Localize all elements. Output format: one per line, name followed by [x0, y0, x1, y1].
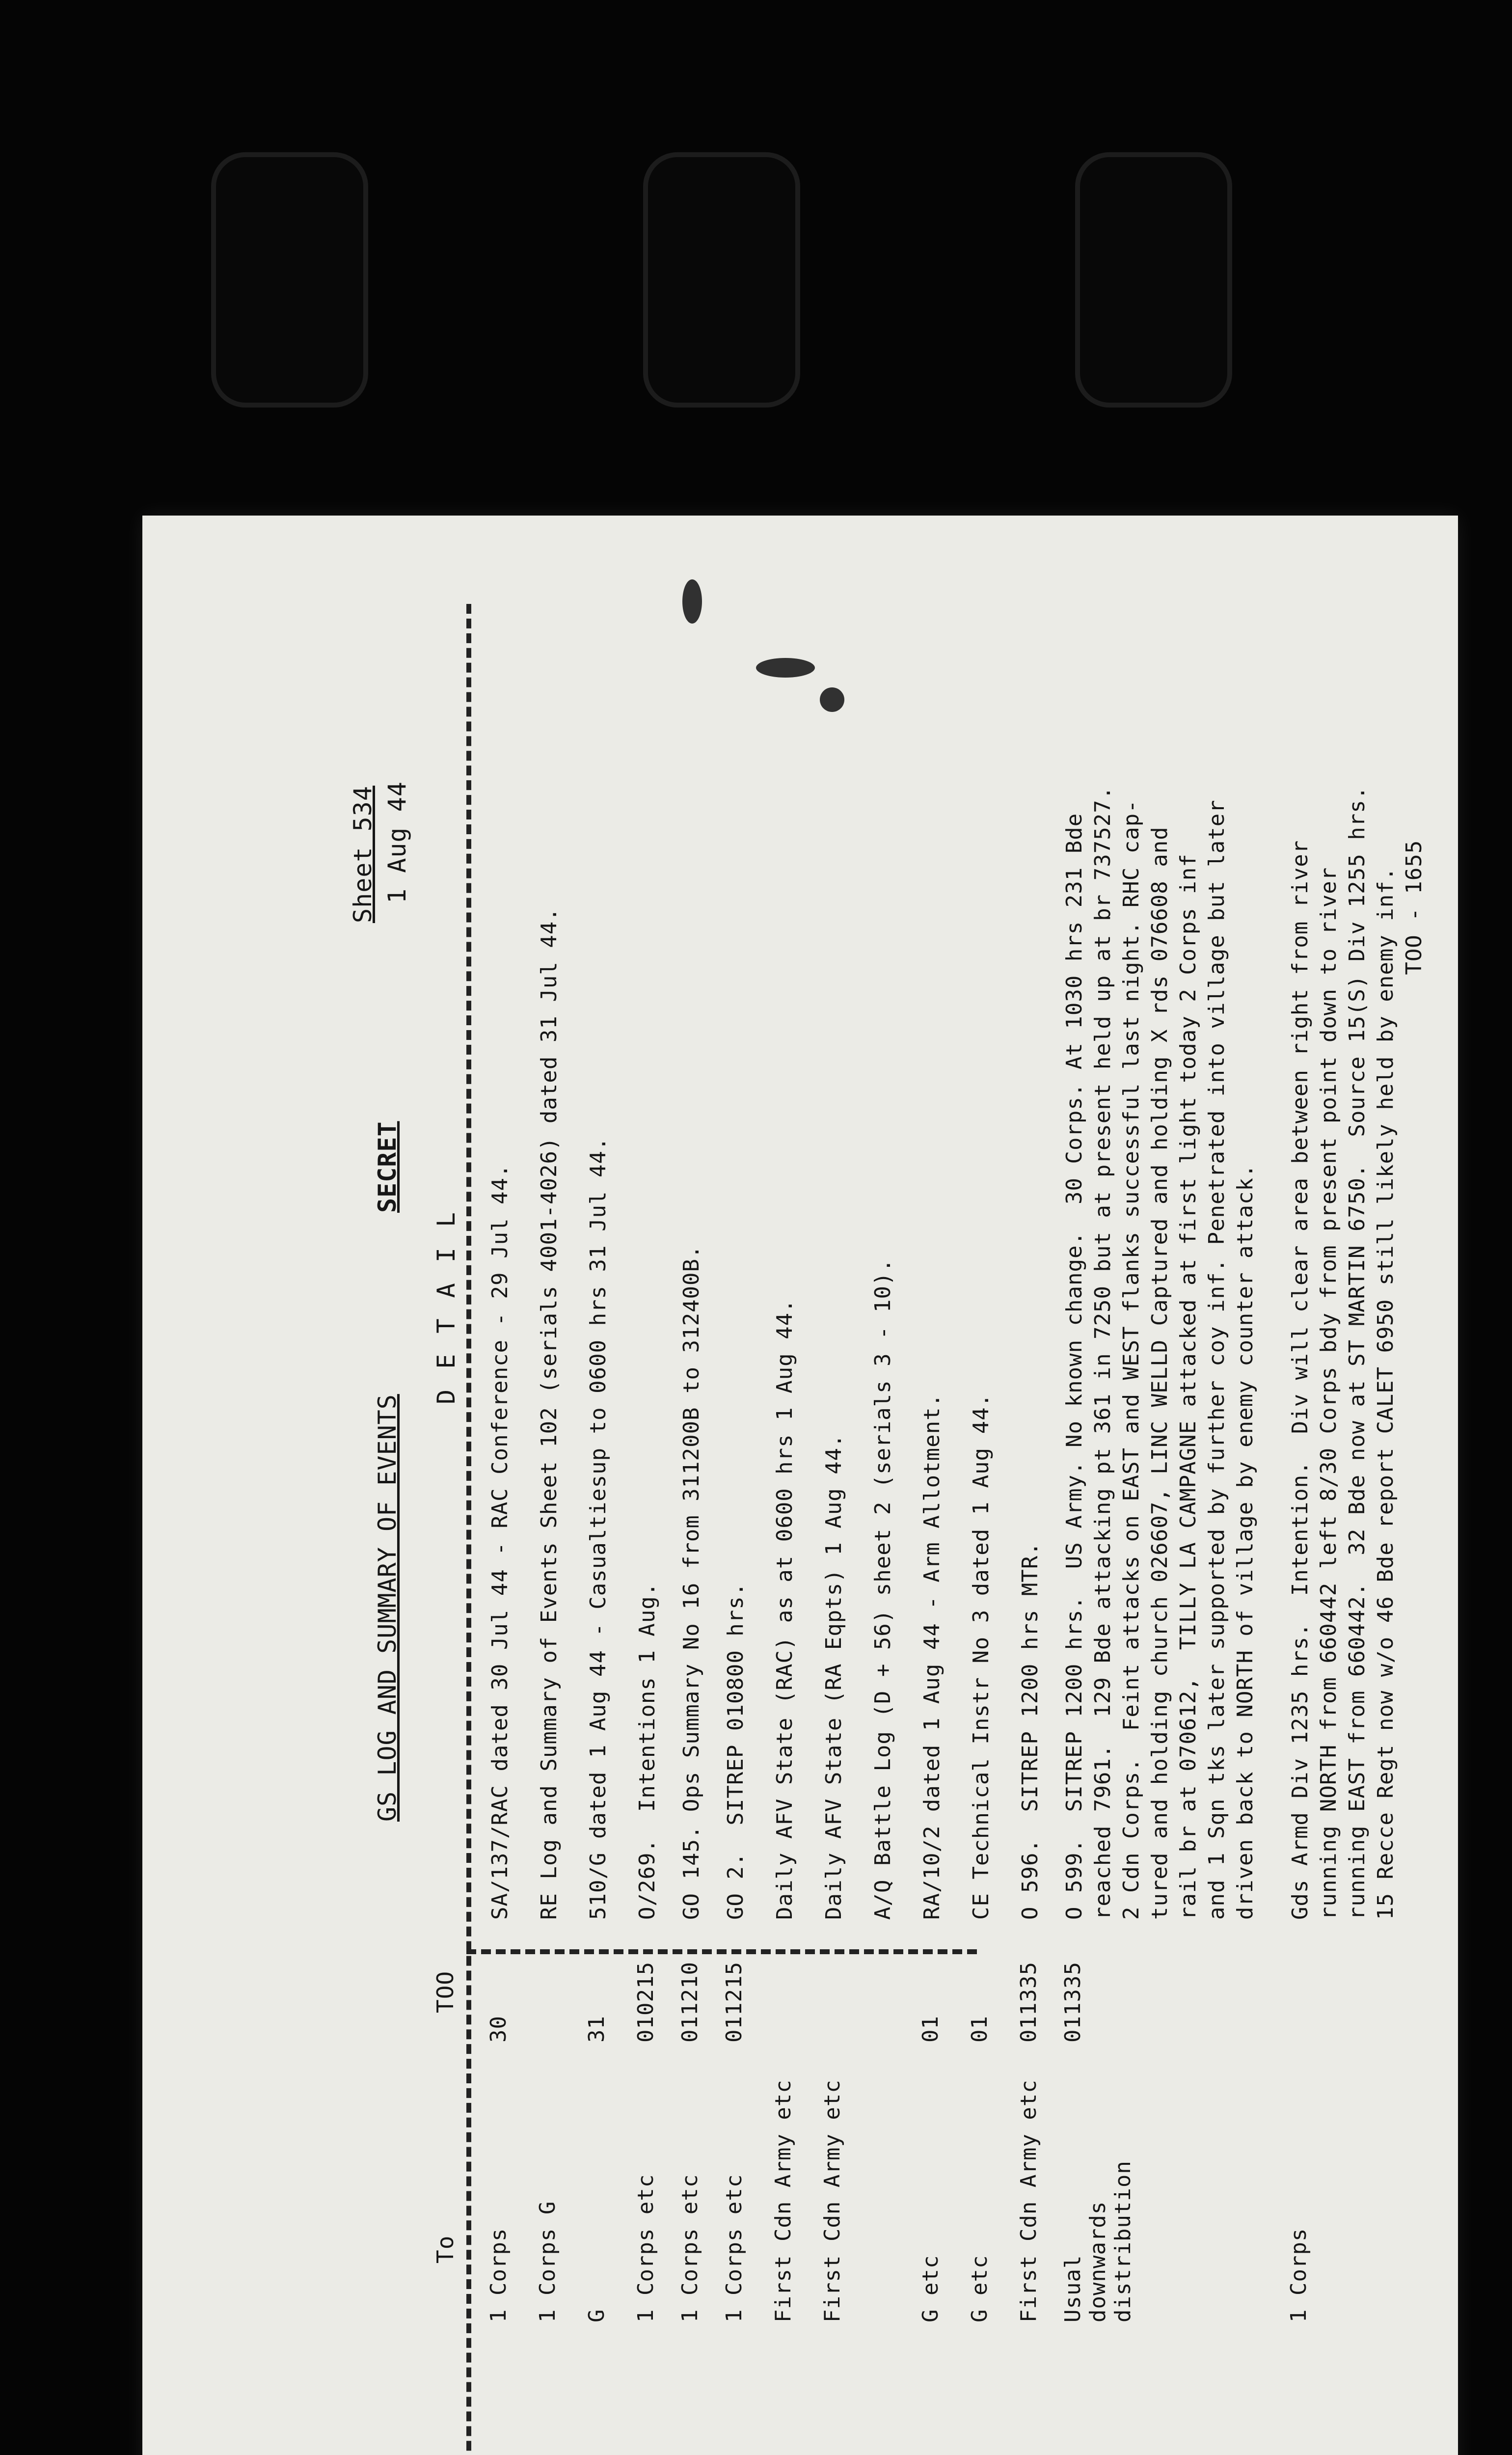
- log-row: [918, 516, 947, 2455]
- row-to: Usual downwards distribution: [1060, 2160, 1135, 2322]
- row-detail: O 599. SITREP 1200 hrs. US Army. No known change. 30 Corps. At 1030 hrs 231 Bde reached 7961. 129 Bde attacking pt 361 in 7250 but at present held up at br 737527. 2 Cdn Corps. Feint attacks on EAST and WEST flanks successful last night. RHC cap- tured and holding church 026607, LINC WELLD Captured and holding X rds 076608 and rail br at 070612, TILLY LA CAMPAGNE attacked at first light today 2 Corps inf and 1 Sqn tks later supported by further coy inf. Penetrated into village but later driven back to NORTH of village by enemy counter attack.: [1062, 786, 1258, 1920]
- log-row: [1286, 516, 1427, 2455]
- row-to: First Cdn Army etc: [820, 2079, 845, 2322]
- row-detail: O/269. Intentions 1 Aug.: [635, 1582, 660, 1920]
- row-too: 01: [967, 2016, 992, 2043]
- log-row: [1016, 516, 1046, 2455]
- row-from: [486, 2337, 511, 2455]
- sheet-number: Sheet 534: [349, 786, 377, 923]
- row-too: 011215: [722, 1962, 747, 2043]
- log-row: [584, 516, 614, 2455]
- column-header-too: TOO: [432, 1970, 459, 2013]
- row-too: 010215: [633, 1962, 658, 2043]
- row-to: First Cdn Army etc: [1016, 2079, 1041, 2322]
- row-detail: 510/G dated 1 Aug 44 - Casualtiesup to 0600 hrs 31 Jul 44.: [586, 1137, 611, 1920]
- row-detail: RA/10/2 dated 1 Aug 44 - Arm Allotment.: [919, 1393, 945, 1920]
- log-row: [820, 516, 849, 2455]
- log-row: [486, 516, 515, 2455]
- row-detail: Daily AFV State (RAC) as at 0600 hrs 1 Aug 44.: [772, 1299, 797, 1920]
- film-sprocket-top-1: [211, 152, 368, 408]
- row-detail: SA/137/RAC dated 30 Jul 44 - RAC Conference - 29 Jul 44.: [487, 1164, 513, 1920]
- row-to: 1 Corps etc: [722, 2174, 747, 2322]
- film-sprocket-top-2: [643, 152, 800, 408]
- row-detail: Daily AFV State (RA Eqpts) 1 Aug 44.: [821, 1434, 846, 1920]
- log-row: [677, 516, 707, 2455]
- row-to: 1 Corps: [486, 2228, 511, 2322]
- row-from: [584, 2337, 609, 2455]
- row-from: [967, 2337, 992, 2455]
- row-from: [633, 2337, 658, 2455]
- log-row: [535, 516, 565, 2455]
- row-detail: RE Log and Summary of Events Sheet 102 (serials 4001-4026) dated 31 Jul 44.: [537, 907, 562, 1920]
- row-to: 1 Corps: [1286, 2228, 1311, 2322]
- row-from: [1060, 2337, 1085, 2455]
- row-too: 011335: [1016, 1962, 1041, 2043]
- row-too: 01: [918, 2016, 943, 2043]
- log-row: [967, 516, 997, 2455]
- log-row: [771, 516, 800, 2455]
- header-dashed-rule: [466, 604, 471, 2455]
- row-from: [820, 2337, 845, 2455]
- sheet-date: 1 Aug 44: [383, 781, 411, 903]
- log-row: [869, 516, 898, 2455]
- row-detail: CE Technical Instr No 3 dated 1 Aug 44.: [969, 1393, 994, 1920]
- row-to: G etc: [967, 2255, 992, 2322]
- row-from: [869, 2337, 894, 2455]
- row-detail: GO 145. Ops Summary No 16 from 311200B to 312400B.: [679, 1245, 704, 1920]
- row-from: [771, 2337, 796, 2455]
- row-to: First Cdn Army etc: [771, 2079, 796, 2322]
- row-from: [535, 2337, 560, 2455]
- column-header-to: To: [432, 2235, 459, 2264]
- row-too: 31: [584, 2016, 609, 2043]
- row-too: 011335: [1060, 1962, 1085, 2043]
- document-title: GS LOG AND SUMMARY OF EVENTS: [373, 1394, 402, 1822]
- document-page: [142, 516, 1458, 2455]
- row-to: 1 Corps G: [535, 2201, 560, 2322]
- row-from: [677, 2337, 702, 2455]
- row-to: 1 Corps etc: [677, 2174, 702, 2322]
- row-to: 1 Corps etc: [633, 2174, 658, 2322]
- row-detail: O 596. SITREP 1200 hrs MTR.: [1018, 1542, 1043, 1920]
- log-row: [633, 516, 663, 2455]
- row-detail: GO 2. SITREP 010800 hrs.: [723, 1582, 748, 1920]
- row-to: G: [584, 2309, 609, 2322]
- classification-label: SECRET: [373, 1121, 402, 1213]
- rotated-log-sheet: [142, 516, 1458, 2455]
- column-header-detail: D E T A I L: [432, 1209, 460, 1404]
- row-from: [918, 2337, 943, 2455]
- film-sprocket-top-3: [1075, 152, 1232, 408]
- row-from: [1286, 2337, 1311, 2455]
- row-to: G etc: [918, 2255, 943, 2322]
- row-too: 011210: [677, 1962, 702, 2043]
- row-too: 30: [486, 2016, 511, 2043]
- row-from: [722, 2337, 747, 2455]
- log-row: [1060, 516, 1258, 2455]
- row-detail: A/Q Battle Log (D + 56) sheet 2 (serials 3 - 10).: [870, 1258, 895, 1920]
- row-from: [1016, 2337, 1041, 2455]
- row-detail: Gds Armd Div 1235 hrs. Intention. Div will clear area between right from river running NORTH from 660442 left 8/30 Corps bdy from present point down to river running EAST from 660442. 32 Bde now at ST MARTIN 6750. Source 15(S) Div 1255 hrs. 15 Recce Regt now w/o 46 Bde report CALET 6950 still likely held by enemy inf. TOO - 1655: [1288, 786, 1427, 1920]
- log-row: [722, 516, 751, 2455]
